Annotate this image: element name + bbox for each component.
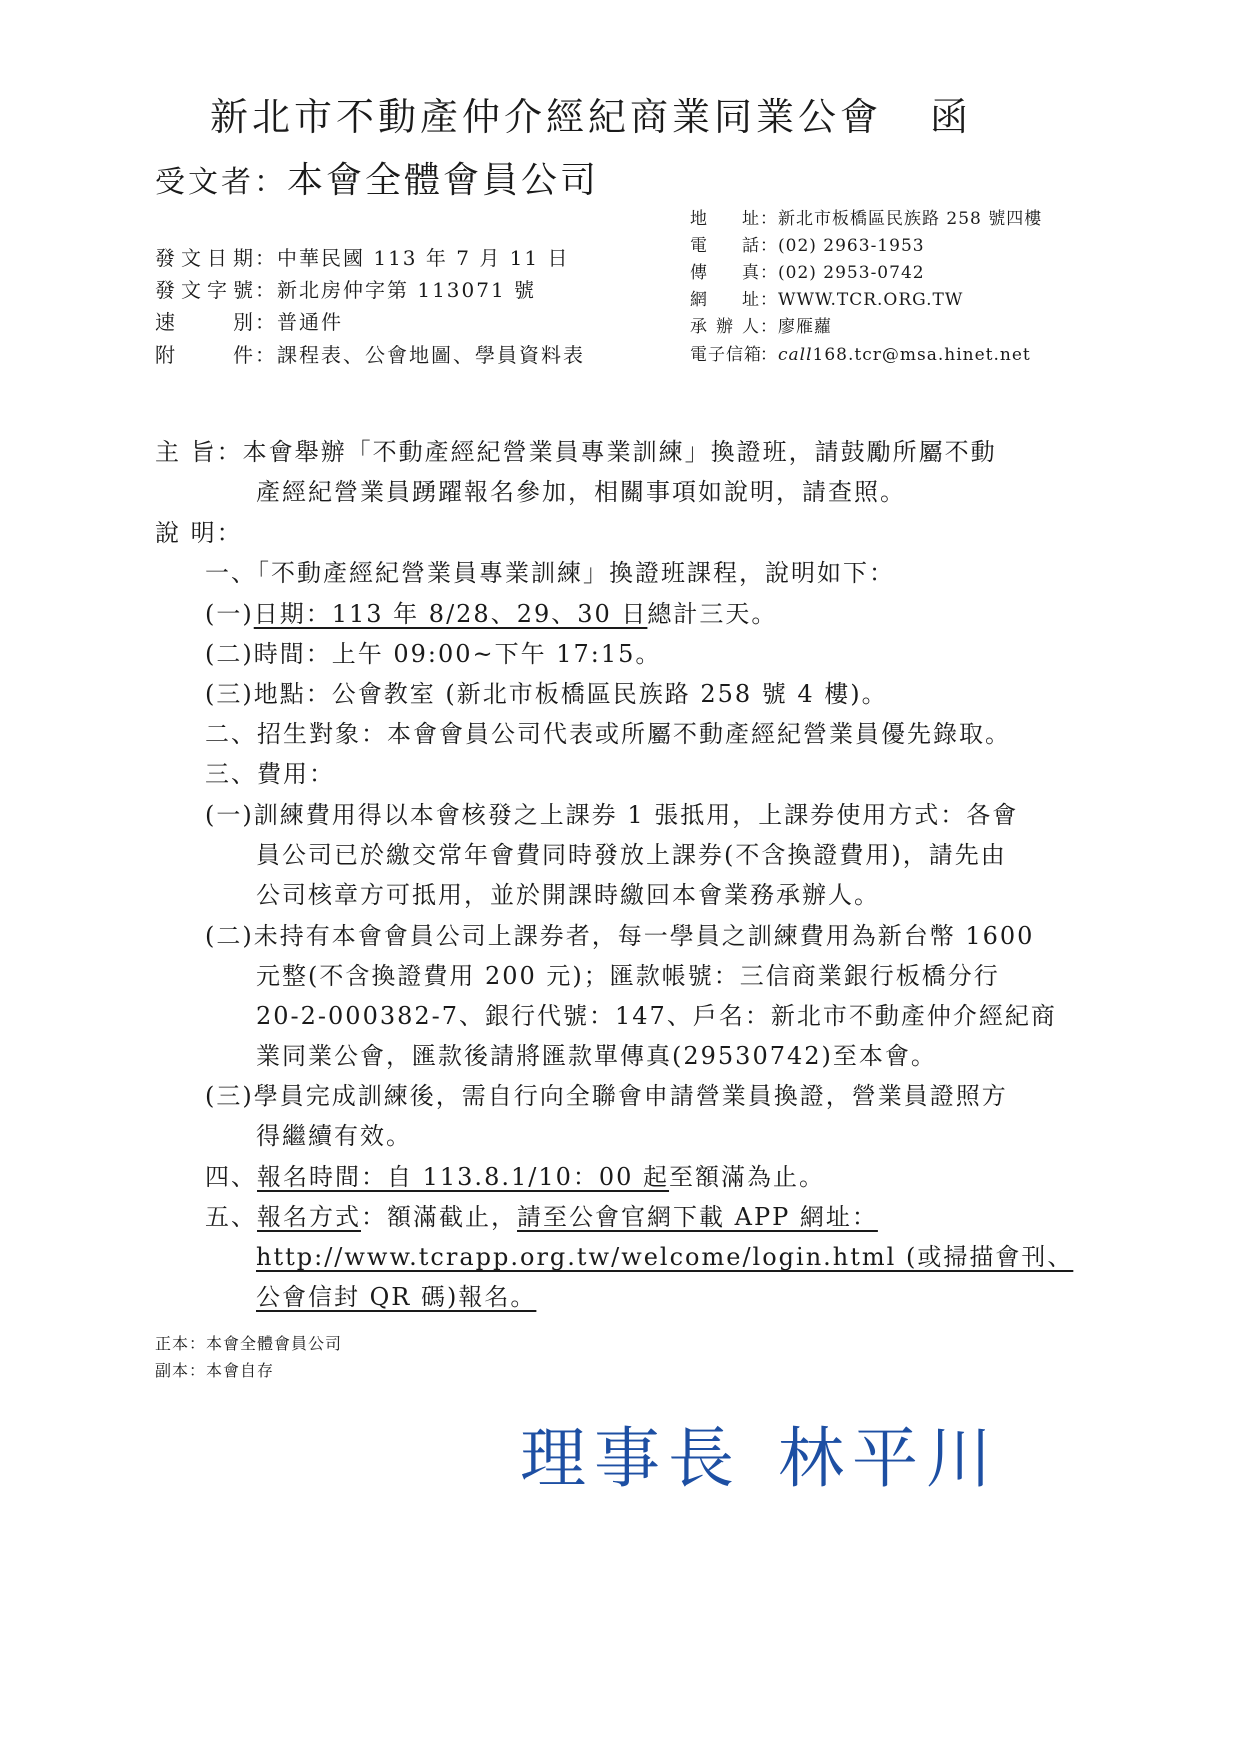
doc-type: 函	[930, 95, 973, 139]
fee-item-1-line-2: 員公司已於繳交常年會費同時發放上課券(不含換證費用)，請先由	[256, 841, 1007, 869]
fee-item-2-line-1: (二)未持有本會會員公司上課券者，每一學員之訓練費用為新台幣 1600	[205, 922, 1035, 950]
fee-item-3-line-1: (三)學員完成訓練後，需自行向全聯會申請營業員換證，營業員證照方	[205, 1082, 1008, 1110]
meta-date: 發文日期：中華民國 113 年 7 月 11 日	[155, 246, 570, 270]
fee-item-1-line-1: (一)訓練費用得以本會核發之上課券 1 張抵用，上課券使用方式：各會	[205, 801, 1019, 829]
fee-item-2-line-4: 業同業公會，匯款後請將匯款單傳真(29530742)至本會。	[256, 1042, 937, 1070]
explanation-item-2: 二、招生對象：本會會員公司代表或所屬不動產經紀營業員優先錄取。	[205, 720, 1011, 748]
registration-url[interactable]: http://www.tcrapp.org.tw/welcome/login.html (或掃描會刊、	[256, 1243, 1074, 1271]
explanation-item-1-1: (一)日期：113 年 8/28、29、30 日總計三天。	[205, 600, 778, 628]
document-title	[210, 86, 972, 141]
meta-priority: 速 別：普通件	[155, 310, 343, 334]
contact-website: 網 址：WWW.TCR.ORG.TW	[690, 290, 964, 310]
fee-item-1-line-3: 公司核章方可抵用，並於開課時繳回本會業務承辦人。	[256, 881, 880, 909]
explanation-item-3: 三、費用：	[205, 760, 335, 788]
org-title: 新北市不動產仲介經紀商業同業公會	[210, 95, 883, 139]
recipient: 本會全體會員公司	[287, 160, 600, 201]
recipient-line	[155, 152, 599, 203]
distribution-original: 正本：本會全體會員公司	[155, 1334, 343, 1353]
contact-phone: 電 話：(02) 2963-1953	[690, 236, 925, 256]
explanation-label: 說 明：	[155, 519, 243, 547]
signature-name: 林平川	[778, 1420, 1000, 1497]
contact-handler: 承 辦 人：廖雁蘿	[690, 317, 832, 337]
registration-qr-note: 公會信封 QR 碼)報名。	[256, 1283, 537, 1311]
subject-line-1: 主 旨：本會舉辦「不動產經紀營業員專業訓練」換證班，請鼓勵所屬不動	[155, 438, 997, 466]
fee-item-2-line-3: 20-2-000382-7、銀行代號：147、戶名：新北市不動產仲介經紀商	[256, 1002, 1057, 1030]
recipient-label: 受文者：	[155, 165, 287, 200]
distribution-copy: 副本：本會自存	[155, 1361, 275, 1380]
explanation-item-1: 一、「不動產經紀營業員專業訓練」換證班課程，說明如下：	[205, 559, 895, 587]
contact-address: 地 址：新北市板橋區民族路 258 號四樓	[690, 209, 1043, 229]
fee-item-2-line-2: 元整(不含換證費用 200 元)；匯款帳號：三信商業銀行板橋分行	[256, 962, 1000, 990]
contact-email: 電子信箱：call168.tcr@msa.hinet.net	[690, 345, 1031, 365]
signature-title: 理事長	[520, 1420, 742, 1497]
explanation-item-1-3: (三)地點：公會教室 (新北市板橋區民族路 258 號 4 樓)。	[205, 680, 888, 708]
subject-line-2: 產經紀營業員踴躍報名參加，相關事項如說明，請查照。	[256, 478, 906, 506]
explanation-item-5: 五、報名方式：額滿截止，請至公會官網下載 APP 網址：	[205, 1203, 878, 1231]
signature-stamp	[520, 1405, 1000, 1500]
meta-doc-number: 發文字號：新北房仲字第 113071 號	[155, 278, 537, 302]
explanation-item-1-2: (二)時間：上午 09:00~下午 17:15。	[205, 640, 662, 668]
meta-attachments: 附 件：課程表、公會地圖、學員資料表	[155, 343, 585, 367]
contact-fax: 傳 真：(02) 2953-0742	[690, 263, 925, 283]
fee-item-3-line-2: 得繼續有效。	[256, 1122, 412, 1150]
explanation-item-4: 四、報名時間：自 113.8.1/10：00 起至額滿為止。	[205, 1163, 826, 1191]
